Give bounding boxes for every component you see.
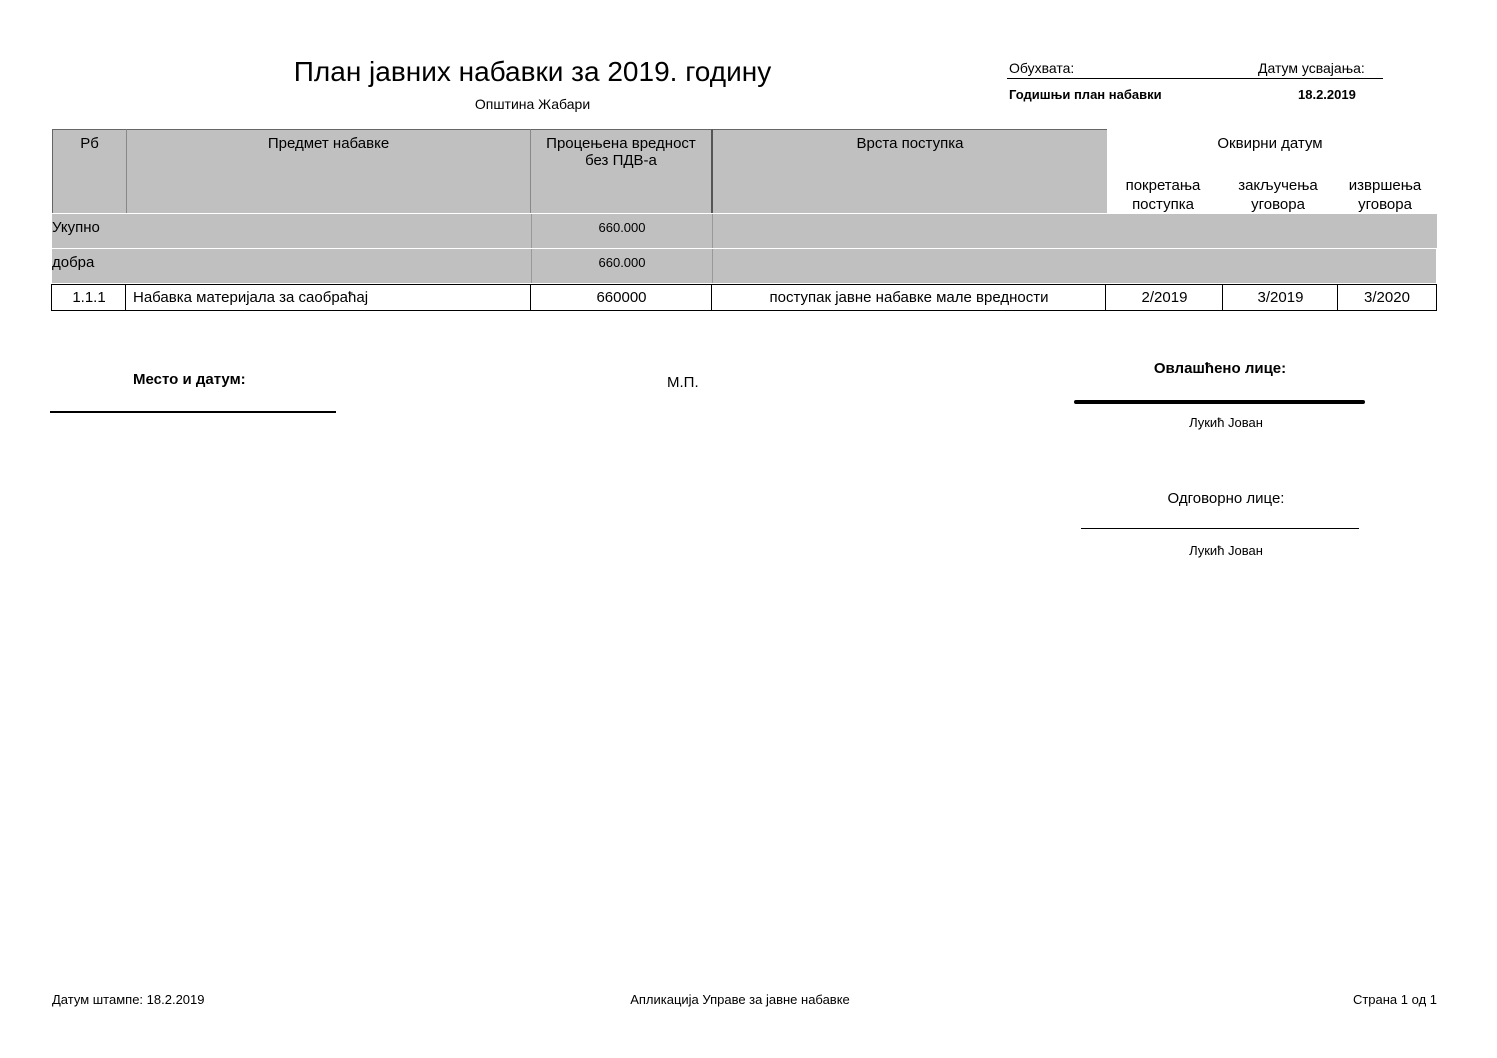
responsible-label: Одговорно лице: xyxy=(1167,490,1285,507)
coverage-label: Обухвата: xyxy=(1009,60,1075,76)
column-header-conclusion-line2: уговора xyxy=(1251,196,1305,213)
column-header-conclusion-line1: закључења xyxy=(1238,177,1318,194)
column-header-value-line2: без ПДВ-а xyxy=(585,152,657,169)
place-date-line xyxy=(50,411,336,413)
total-row-value: 660.000 xyxy=(598,220,646,235)
column-header-execution-line1: извршења xyxy=(1348,177,1422,194)
column-header-start-line1: покретања xyxy=(1125,177,1201,194)
coverage-value: Годишњи план набавки xyxy=(1009,87,1162,102)
total-row-label: Укупно xyxy=(52,219,100,236)
place-date-label: Место и датум: xyxy=(133,371,246,388)
seal-label: М.П. xyxy=(667,374,699,391)
group-row-value: 660.000 xyxy=(598,255,646,270)
group-row-label: добра xyxy=(52,254,95,271)
row-conclusion-date: 3/2019 xyxy=(1222,284,1338,311)
column-header-start-line2: поступка xyxy=(1132,196,1194,213)
row-value: 660000 xyxy=(530,284,712,311)
column-header-rb: Рб xyxy=(52,129,127,213)
column-header-execution xyxy=(1326,176,1444,214)
column-header-estimated-value xyxy=(531,129,713,213)
column-header-start xyxy=(1104,176,1222,214)
column-header-conclusion xyxy=(1219,176,1337,214)
page-title: План јавних набавки за 2019. годину xyxy=(293,56,772,87)
authorized-name: Лукић Јован xyxy=(1189,415,1263,430)
municipality-subtitle: Општина Жабари xyxy=(474,96,591,112)
column-header-frame-date: Оквирни датум xyxy=(1217,135,1323,152)
row-procedure: поступак јавне набавке мале вредности xyxy=(711,284,1106,311)
group-row xyxy=(52,249,1436,283)
row-start-date: 2/2019 xyxy=(1105,284,1223,311)
authorized-label: Овлашћено лице: xyxy=(1153,360,1287,377)
column-header-value-line1: Процењена вредност xyxy=(546,135,696,152)
column-header-procedure-type: Врста поступка xyxy=(713,129,1107,213)
footer-app-name: Апликација Управе за јавне набавке xyxy=(630,992,850,1007)
column-header-execution-line2: уговора xyxy=(1358,196,1412,213)
responsible-name: Лукић Јован xyxy=(1189,543,1263,558)
footer-print-date: Датум штампе: 18.2.2019 xyxy=(52,992,205,1007)
row-subject: Набавка материјала за саобраћај xyxy=(125,284,531,311)
adoption-date-label: Датум усвајања: xyxy=(1258,60,1365,76)
total-row xyxy=(52,214,1437,248)
responsible-signature-line xyxy=(1081,528,1359,529)
adoption-date-value: 18.2.2019 xyxy=(1298,87,1356,102)
authorized-signature-line xyxy=(1074,400,1365,404)
row-execution-date: 3/2020 xyxy=(1337,284,1436,311)
meta-divider xyxy=(1007,78,1383,79)
column-header-subject: Предмет набавке xyxy=(127,129,531,213)
row-rb: 1.1.1 xyxy=(72,289,106,306)
footer-page-number: Страна 1 од 1 xyxy=(1352,992,1437,1007)
